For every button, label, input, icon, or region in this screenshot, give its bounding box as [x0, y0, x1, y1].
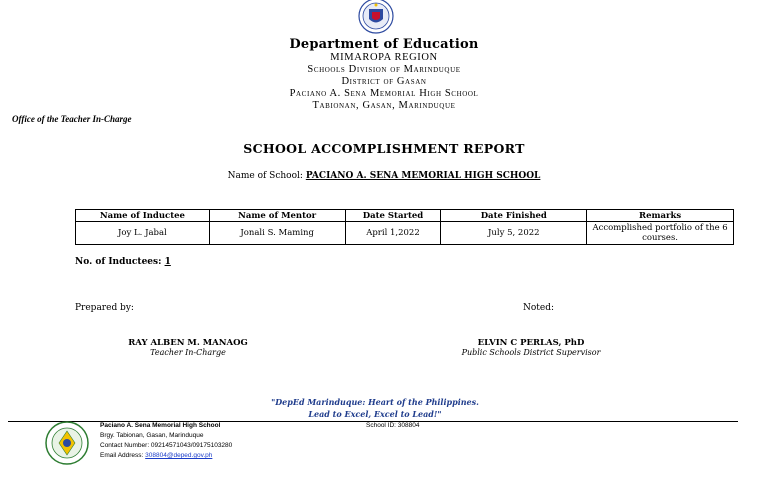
footer-contact: Contact Number: 09214571043/09175103280 — [100, 442, 233, 449]
inductee-count-value: 1 — [164, 257, 171, 267]
cell-inductee: Joy L. Jabal — [76, 222, 210, 245]
noted-label: Noted: — [523, 303, 555, 313]
footer-email-line — [100, 451, 212, 461]
school-name-line — [0, 171, 768, 181]
school-line: Paciano A. Sena Memorial High School — [289, 88, 479, 99]
motto-line-1: "DepEd Marinduque: Heart of the Philippines. — [271, 397, 479, 407]
preparer-name: RAY ALBEN M. MANAOG — [128, 338, 248, 348]
header-date-finished: Date Finished — [441, 210, 587, 222]
header-remarks: Remarks — [587, 210, 734, 222]
motto-line-2: Lead to Excel, Excel to Lead!" — [308, 409, 442, 419]
header-date-started: Date Started — [345, 210, 441, 222]
inductee-table — [75, 209, 734, 245]
footer-email-link[interactable]: 308804@deped.gov.ph — [145, 452, 213, 459]
table-row — [76, 222, 734, 245]
header-mentor: Name of Mentor — [209, 210, 345, 222]
district-line: District of Gasan — [341, 76, 427, 87]
footer-school-id: School ID: 308804 — [366, 422, 420, 429]
school-name-value: PACIANO A. SENA MEMORIAL HIGH SCHOOL — [305, 171, 541, 181]
cell-remarks: Accomplished portfolio of the 6 courses. — [587, 222, 734, 245]
cell-date-finished: July 5, 2022 — [441, 222, 587, 245]
division-line: Schools Division of Marinduque — [307, 64, 461, 75]
table-header-row — [76, 210, 734, 222]
inductee-count-label: No. of Inductees: — [75, 257, 162, 267]
inductee-count — [75, 257, 171, 267]
footer-email-label: Email Address: — [100, 452, 144, 459]
school-name-label: Name of School: — [227, 171, 303, 181]
preparer-role: Teacher In-Charge — [150, 348, 226, 357]
office-label: Office of the Teacher In-Charge — [12, 114, 132, 124]
noter-role: Public Schools District Supervisor — [461, 348, 601, 357]
school-seal-icon — [45, 421, 89, 465]
address-line: Tabionan, Gasan, Marinduque — [312, 100, 456, 111]
footer-address: Brgy. Tabionan, Gasan, Marinduque — [100, 432, 204, 439]
cell-date-started: April 1,2022 — [345, 222, 441, 245]
cell-mentor: Jonali S. Maming — [209, 222, 345, 245]
footer-school-name: Paciano A. Sena Memorial High School — [100, 422, 221, 429]
department-title: Department of Education — [289, 37, 479, 52]
prepared-by-label: Prepared by: — [75, 303, 134, 313]
header-inductee: Name of Inductee — [76, 210, 210, 222]
deped-seal-icon — [354, 0, 398, 36]
noter-name: ELVIN C PERLAS, PhD — [477, 338, 585, 348]
region-line: MIMAROPA REGION — [330, 52, 438, 63]
report-title: SCHOOL ACCOMPLISHMENT REPORT — [243, 141, 525, 156]
